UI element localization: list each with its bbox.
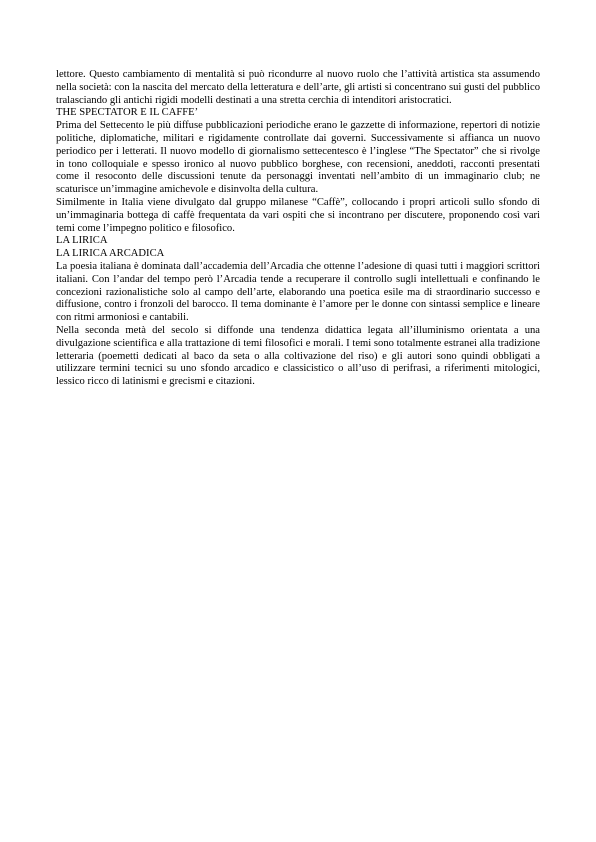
paragraph-didattica: Nella seconda metà del secolo si diffonde una tendenza didattica legata all’illuminismo orientata a una divulgazione scientifica e alla trattazione di temi filosofici e morali. I temi sono totalmente estranei alla tradizione letteraria (poemetti dedicati al baco da seta o alla coltivazione del riso) e gli autori sono quindi obbligati a utilizzare termini tecnici su uno sfondo arcadico e classicistico o all’uso di perifrasi, a riferimenti mitologici, lessico ricco di latinismi e grecismi e citazioni. <box>56 324 540 388</box>
paragraph-caffe: Similmente in Italia viene divulgato dal gruppo milanese “Caffè”, collocando i propri articoli sullo sfondo di un’immaginaria bottega di caffè frequentata da vari ospiti che si incontrano per discutere, proponendo così vari temi come l’impegno politico e filosofico. <box>56 196 540 234</box>
heading-lirica-arcadica: LA LIRICA ARCADICA <box>56 248 165 260</box>
paragraph-intro-continuation: lettore. Questo cambiamento di mentalità si può ricondurre al nuovo ruolo che l’attività artistica sta assumendo nella società: con la nascita del mercato della letteratura e dell’arte, gli artisti si concentrano sui gusti del pubblico tralasciando gli antichi rigidi modelli destinati a una stretta cerchia di intenditori aristocratici. <box>56 69 540 106</box>
paragraph-arcadia: La poesia italiana è dominata dall’accademia dell’Arcadia che ottenne l’adesione di quasi tutti i maggiori scrittori italiani. Con l’andar del tempo però l’Arcadia tende a recuperare il controllo sugli intellettuali e confinando le concezioni razionalistiche solo al campo dell’arte, elaborando una poetica esile ma di straordinario successo e diffusione, contro i fronzoli del barocco. Il tema dominante è l’amore per le donne con sintassi semplice e lineare con ritmi armoniosi e cantabili. <box>56 260 540 324</box>
paragraph-spectator: Prima del Settecento le più diffuse pubblicazioni periodiche erano le gazzette di informazione, repertori di notizie politiche, diplomatiche, militari e rigidamente controllate dai governi. Successivamente si affianca un nuovo periodico per i letterati. Il nuovo modello di giornalismo settecentesco è l’inglese “The Spectator” che si rivolge in tono colloquiale e spesso ironico al nuovo pubblico borghese, con recensioni, aneddoti, racconti presentati come il resoconto delle discussioni tenute da personaggi inventati nell’ambito di un immaginario club; ne scaturisce un’immagine amichevole e disinvolta della cultura. <box>56 120 540 196</box>
heading-spectator-caffe: THE SPECTATOR E IL CAFFE’ <box>56 107 199 119</box>
heading-lirica: LA LIRICA <box>56 235 108 247</box>
document-page <box>56 69 540 389</box>
